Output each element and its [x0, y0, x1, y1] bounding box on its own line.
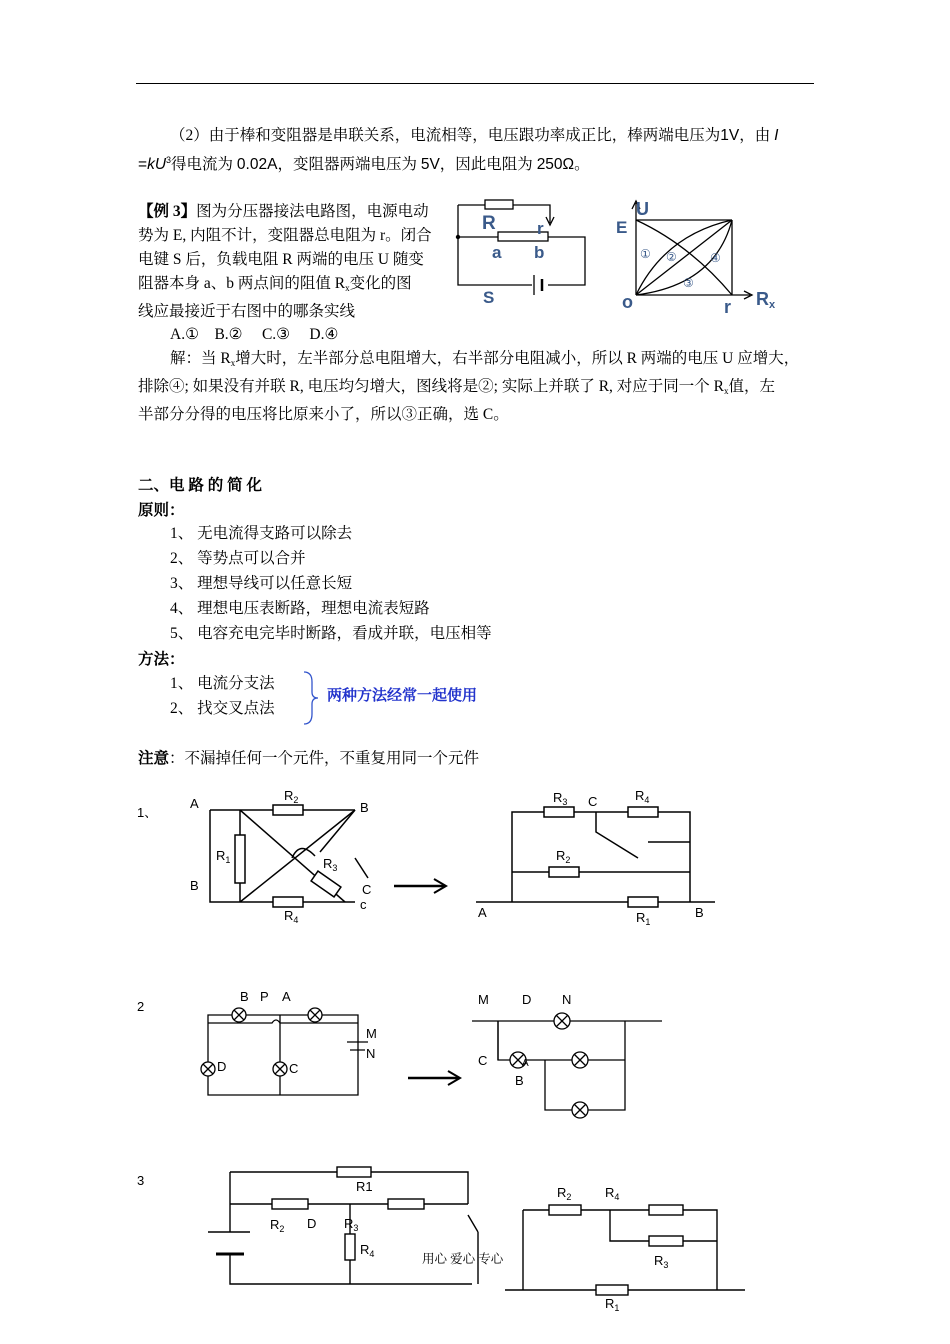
fig1-label-R1: $R_1$ — [216, 848, 231, 865]
fig3-number: 3 — [137, 1173, 145, 1188]
fig1r-label-R4: $R_4$ — [635, 788, 650, 805]
fig1r-label-R2: $R_2$ — [556, 848, 571, 865]
principle-item: 2、 等势点可以合并 — [170, 550, 306, 567]
fig1r-label-B: B — [695, 905, 704, 920]
circuit-label-S: S — [483, 288, 495, 307]
lamp-icon — [273, 1062, 287, 1076]
fig2-arrow — [406, 1068, 466, 1088]
circuit-label-a: a — [492, 243, 502, 262]
fig1-label-C: C — [362, 882, 372, 897]
principle-item: 4、 理想电压表断路，理想电流表短路 — [170, 600, 430, 617]
fig2-number: 2 — [137, 999, 145, 1014]
curve-label-2: ② — [666, 250, 677, 264]
curve-label-4: ④ — [710, 251, 721, 265]
graph-label-E: E — [616, 218, 628, 237]
fig1-label-R2: $R_2$ — [284, 790, 299, 805]
principle-item: 5、 电容充电完毕时断路，看成并联，电压相等 — [170, 625, 492, 642]
fig2-label-P: P — [260, 989, 269, 1004]
fig3r-label-R4: $R_4$ — [605, 1185, 620, 1202]
fig2-label-C: C — [289, 1061, 299, 1076]
graph-label-Rx: Rx — [756, 289, 776, 311]
fig1r-label-R1: $R_1$ — [636, 910, 651, 927]
fig2r-label-C: C — [478, 1053, 488, 1068]
fig2r-label-B: B — [515, 1073, 524, 1088]
lamp-icon — [308, 1008, 322, 1022]
example3-voltage-graph — [610, 195, 790, 320]
graph-label-r: r — [724, 297, 732, 317]
circuit-label-r: r — [537, 219, 544, 238]
section2-heading: 二、电 路 的 简 化 — [138, 477, 263, 494]
fig2r-label-N: N — [562, 992, 572, 1007]
fig2r-label-M: M — [478, 992, 489, 1007]
fig3-label-R3: $R_3$ — [344, 1216, 359, 1233]
fig3r-label-R3: $R_3$ — [654, 1253, 669, 1270]
method-item: 1、 电流分支法 — [170, 675, 275, 692]
fig3-label-R4: $R_4$ — [360, 1242, 375, 1259]
fig1-right-circuit — [470, 782, 720, 927]
fig2r-label-A: A — [522, 1058, 529, 1069]
fig1-number: 1、 — [137, 805, 158, 820]
principle-item: 1、 无电流得支路可以除去 — [170, 525, 353, 542]
page-footer: 用心 爱心 专心 — [422, 1252, 504, 1266]
methods-note: 两种方法经常一起使用 — [327, 687, 478, 704]
fig1-label-A: A — [190, 796, 199, 811]
fig2r-label-D: D — [522, 992, 532, 1007]
fig1-label-R4: $R_4$ — [284, 908, 299, 925]
fig1-label-c: c — [360, 897, 367, 912]
example3-title: 【例 3】 — [138, 203, 197, 220]
graph-label-origin: o — [622, 292, 633, 312]
fig3-label-D: D — [307, 1216, 317, 1231]
fig1r-label-R3: $R_3$ — [553, 790, 568, 807]
fig1r-label-A: A — [478, 905, 487, 920]
header-rule — [136, 83, 814, 84]
fig2-label-A: A — [282, 989, 291, 1004]
circuit-label-R: R — [482, 213, 496, 234]
example3-circuit-diagram — [450, 195, 600, 315]
principles-list — [170, 522, 492, 647]
fig1-label-B-top: B — [360, 800, 369, 815]
fig1-label-B-left: B — [190, 878, 199, 893]
method-item: 2、 找交叉点法 — [170, 700, 275, 717]
fig2-label-B: B — [240, 989, 249, 1004]
fig2-right-circuit — [470, 985, 670, 1130]
fig1-left-circuit — [180, 790, 380, 930]
principle-item: 3、 理想导线可以任意长短 — [170, 575, 353, 592]
graph-label-U: U — [636, 199, 649, 219]
example3-text: 【例 3】图为分压器接法电路图，电源电动 势为 E, 内阻不计，变阻器总电阻为 r。闭合 电键 S 后，负载电阻 R 两端的电压 U 随变 阻器本身 a、b 两点间的阻值 $R_x$变化的图 线应最接近于右图中的哪条实线 — [138, 203, 432, 320]
methods-list — [170, 672, 275, 722]
fig2-label-D: D — [217, 1059, 227, 1074]
lamp-icon — [572, 1052, 588, 1068]
curve-label-1: ① — [640, 247, 651, 261]
fig3-left-circuit — [200, 1160, 480, 1290]
curve-label-3: ③ — [683, 276, 694, 290]
fig3-right-circuit — [495, 1175, 755, 1315]
lamp-icon — [232, 1008, 246, 1022]
fig2-label-M: M — [366, 1026, 377, 1041]
fig3r-label-R1: $R_1$ — [605, 1296, 620, 1313]
example3-solution: 解：当 $R_x$增大时，左半部分总电阻增大，右半部分电阻减小，所以 R 两端的电压 U 应增大， 排除④; 如果没有并联 R, 电压均匀增大，图线将是②; 实际上并联了 R, 对应于同一个 $R_x$值，左 半部分分得的电压将比原来小了，所以③正确，选 C。 — [138, 350, 800, 423]
fig1-arrow — [392, 876, 452, 896]
fig1-label-R3: $R_3$ — [323, 856, 338, 873]
example3-options: A.① B.② C.③ D.④ — [170, 326, 339, 343]
fig2-label-N: N — [366, 1046, 376, 1061]
methods-brace — [300, 670, 320, 726]
note-line: 注意：不漏掉任何一个元件，不重复用同一个元件 — [138, 750, 480, 767]
top-paragraph: （2）由于棒和变阻器是串联关系，电流相等，电压跟功率成正比，棒两端电压为1V，由 I $=kU^3$得电流为 0.02A，变阻器两端电压为 5V，因此电阻为 250Ω。 — [138, 127, 779, 173]
circuit-label-b: b — [534, 243, 545, 262]
fig3r-label-R2: $R_2$ — [557, 1185, 572, 1202]
fig3-label-R2: $R_2$ — [270, 1217, 285, 1234]
fig3-label-R1: R1 — [356, 1179, 373, 1194]
fig2-left-circuit — [190, 985, 390, 1105]
lamp-icon — [554, 1013, 570, 1029]
lamp-icon — [572, 1102, 588, 1118]
methods-label: 方法： — [138, 651, 185, 668]
lamp-icon — [201, 1062, 215, 1076]
principles-label: 原则： — [138, 502, 185, 519]
fig1r-label-C: C — [588, 794, 598, 809]
